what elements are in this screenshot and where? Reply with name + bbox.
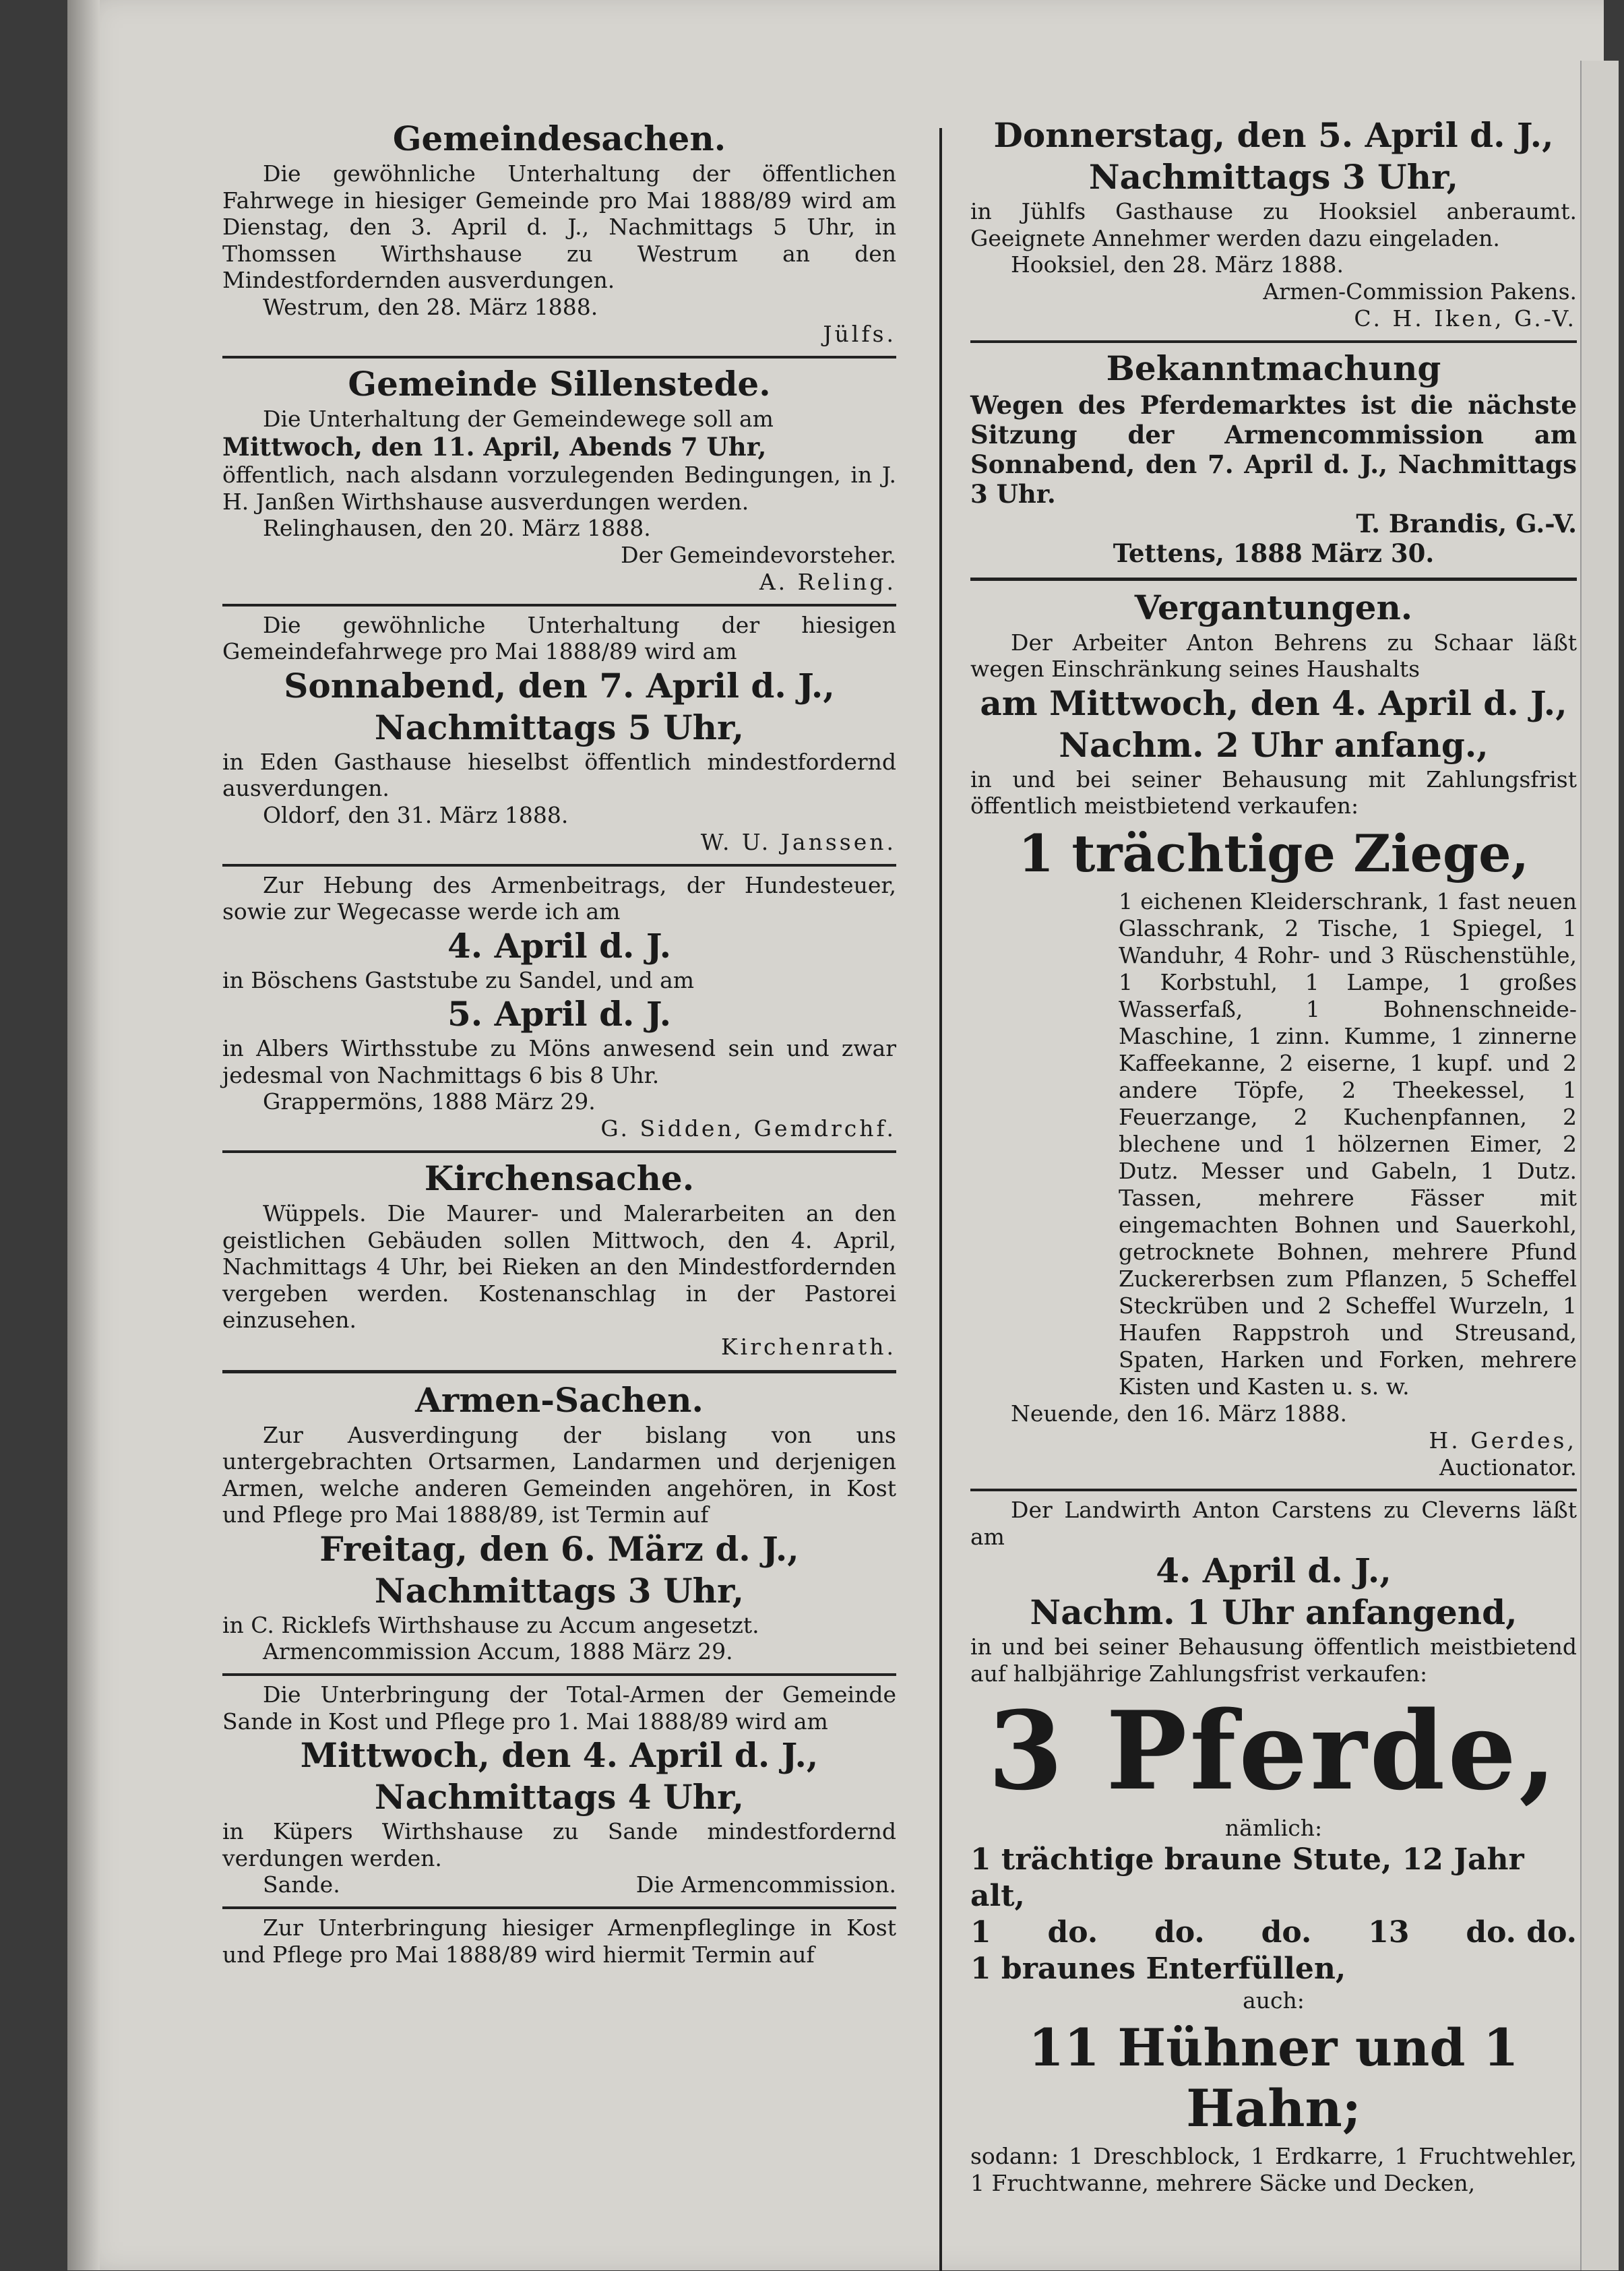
ditto-cell: 13 xyxy=(1368,1915,1410,1950)
next-page-edge xyxy=(1580,61,1619,2270)
left-column xyxy=(222,115,896,1968)
notice-date-big: Donnerstag, den 5. April d. J., xyxy=(993,115,1554,155)
notice-date-big: Freitag, den 6. März d. J., xyxy=(319,1528,799,1569)
animal-line: 1 braunes Enterfüllen, xyxy=(970,1951,1346,1986)
notice-signature: G. Sidden, Gemdrchf. xyxy=(600,1115,896,1142)
ditto-cell: do. xyxy=(1261,1915,1312,1950)
page-gutter xyxy=(67,0,100,2270)
notice-role: Der Gemeindevorsteher. xyxy=(621,542,896,568)
notice-footer-row xyxy=(222,1871,896,1898)
notice-body: Die Unterbringung der Total-Armen der Gemeinde Sande in Kost und Pflege pro 1. Mai 1888/89 wird am xyxy=(222,1681,896,1735)
notice-signature: W. U. Janssen. xyxy=(700,828,896,855)
notice-signature: A. Reling. xyxy=(759,568,896,595)
notice-place-date: Grappermöns, 1888 März 29. xyxy=(263,1088,596,1115)
column-divider xyxy=(939,128,942,2271)
notice-time-big: Nachm. 1 Uhr anfangend, xyxy=(1030,1592,1518,1632)
notice-heading: Gemeinde Sillenstede. xyxy=(348,363,771,404)
notice-time-big: Nachmittags 5 Uhr, xyxy=(374,707,745,747)
notice-heading: Gemeindesachen. xyxy=(392,119,726,158)
notice-heading: Kirchensache. xyxy=(424,1158,695,1198)
notice-sande xyxy=(222,1681,896,1898)
notice-date-bold: Mittwoch, den 11. April, Abends 7 Uhr, xyxy=(222,432,767,462)
notice-date-big: 5. April d. J. xyxy=(447,994,672,1034)
notice-headline-item: 11 Hühner und 1 Hahn; xyxy=(1028,2018,1519,2138)
notice-signature: C. H. Iken, G.-V. xyxy=(1354,305,1577,332)
ditto-cell: do. xyxy=(1154,1915,1205,1950)
notice-time-big: Nachmittags 3 Uhr, xyxy=(374,1570,745,1611)
divider xyxy=(970,1489,1577,1491)
notice-body: in Albers Wirthsstube zu Möns anwesend sein und zwar jedesmal von Nachmittags 6 bis 8 Uhr. xyxy=(222,1035,896,1088)
notice-headline-item: 1 trächtige Ziege, xyxy=(1018,823,1529,883)
notice-date-big: 4. April d. J. xyxy=(447,925,672,966)
notice-date-big: Mittwoch, den 4. April d. J., xyxy=(300,1735,819,1775)
notice-body: Wüppels. Die Maurer- und Malerarbeiten an den geistlichen Gebäuden sollen Mittwoch, den 4. April, Nachmittags 4 Uhr, bei Rieken an den Mindestfordernden vergeben werden. Kostenanschlag in der Pastorei einzusehen. xyxy=(222,1200,896,1333)
notice-date-big: Sonnabend, den 7. April d. J., xyxy=(284,665,835,706)
notice-place-date: Armencommission Accum, 1888 März 29. xyxy=(263,1638,733,1665)
notice-body: Zur Hebung des Armenbeitrags, der Hundesteuer, sowie zur Wegecasse werde ich am xyxy=(222,871,896,925)
notice-vergantungen xyxy=(970,588,1577,1481)
notice-place-date: Westrum, den 28. März 1888. xyxy=(263,293,598,320)
notice-signature: H. Gerdes, xyxy=(1429,1427,1577,1454)
divider xyxy=(222,1150,896,1153)
notice-body: Die gewöhnliche Unterhaltung der öffentlichen Fahrwege in hiesiger Gemeinde pro Mai 1888/89 wird am Dienstag, den 3. April d. J., Nachmittags 5 Uhr, in Thomssen Wirthshause zu Westrum an den Mindestfordernden ausverdungen. xyxy=(222,160,896,293)
notice-body: Die gewöhnliche Unterhaltung der hiesigen Gemeindefahrwege pro Mai 1888/89 wird am xyxy=(222,611,896,664)
notice-place: Sande. xyxy=(263,1871,340,1898)
notice-time-big: Nachmittags 3 Uhr, xyxy=(1088,157,1459,197)
ditto-cell: do. xyxy=(1047,1915,1098,1950)
notice-date-big: am Mittwoch, den 4. April d. J., xyxy=(980,683,1567,723)
notice-time-big: Nachmittags 4 Uhr, xyxy=(374,1777,745,1817)
notice-body: in und bei seiner Behausung öffentlich meistbietend auf halbjährige Zahlungsfrist verkaufen: xyxy=(970,1634,1577,1687)
notice-heading: Armen-Sachen. xyxy=(415,1379,704,1420)
notice-heading: Vergantungen. xyxy=(1134,587,1413,627)
divider xyxy=(222,1673,896,1676)
notice-body: sodann: 1 Dreschblock, 1 Erdkarre, 1 Fruchtwehler, 1 Fruchtwanne, mehrere Säcke und Decken, xyxy=(970,2143,1577,2196)
notice-label: auch: xyxy=(1243,1987,1305,2014)
animal-line-ditto xyxy=(970,1915,1577,1951)
notice-signature: Kirchenrath. xyxy=(721,1333,896,1360)
notice-body: Die Unterhaltung der Gemeindewege soll am xyxy=(263,405,774,432)
notice-armenpfleglinge xyxy=(222,1915,896,1968)
notice-time-big: Nachm. 2 Uhr anfang., xyxy=(1059,724,1489,765)
notice-body: in C. Ricklefs Wirthshause zu Accum angesetzt. xyxy=(222,1611,759,1638)
notice-headline-item: 3 Pferde, xyxy=(988,1687,1559,1814)
notice-hebung xyxy=(222,872,896,1143)
notice-bekanntmachung xyxy=(970,348,1577,568)
notice-place-date: Hooksiel, den 28. März 1888. xyxy=(1011,251,1344,278)
notice-body: Zur Unterbringung hiesiger Armenpfleglinge in Kost und Pflege pro Mai 1888/89 wird hiermit Termin auf xyxy=(222,1915,896,1968)
notice-body: Der Arbeiter Anton Behrens zu Schaar läßt wegen Einschränkung seines Haushalts xyxy=(970,629,1577,682)
divider xyxy=(222,1370,896,1373)
notice-place-date: Tettens, 1888 März 30. xyxy=(1113,538,1435,568)
divider xyxy=(222,864,896,867)
notice-item-list: 1 eichenen Kleiderschrank, 1 fast neuen Glasschrank, 2 Tische, 1 Spiegel, 1 Wanduhr, 4 Rohr- und 3 Rüschenstühle, 1 Korbstuhl, 1 Lampe, 1 großes Wasserfaß, 1 Bohnenschneide-Maschine, 1 zinn. Kumme, 1 zinnerne Kaffeekanne, 2 eiserne, 1 kupf. und 2 andere Töpfe, 2 Theekessel, 1 Feuerzange, 2 Kuchenpfannen, 2 blechene und 1 hölzernen Eimer, 2 Dutz. Messer und Gabeln, 1 Dutz. Tassen, mehrere Fässer mit eingemachten Bohnen und Sauerkohl, getrocknete Bohnen, mehrere Pfund Zuckererbsen zum Pflanzen, 5 Scheffel Steckrüben und 2 Scheffel Wurzeln, 1 Haufen Rappstroh und Streusand, Spaten, Harken und Forken, mehrere Kisten und Kasten u. s. w. xyxy=(1119,888,1577,1400)
notice-armen-sachen xyxy=(222,1380,896,1666)
notice-body: Der Landwirth Anton Carstens zu Cleverns läßt am xyxy=(970,1497,1577,1550)
ditto-cell: do. do. xyxy=(1466,1915,1577,1950)
notice-oldorf xyxy=(222,612,896,856)
notice-body-bold: Wegen des Pferdemarktes ist die nächste Sitzung der Armencommission am Sonnabend, den 7. April d. J., Nachmittags 3 Uhr. xyxy=(970,390,1577,509)
divider xyxy=(970,340,1577,343)
right-column xyxy=(970,115,1577,2196)
notice-signature: T. Brandis, G.-V. xyxy=(1356,508,1577,538)
notice-place-date: Oldorf, den 31. März 1888. xyxy=(263,801,569,828)
divider xyxy=(970,578,1577,581)
notice-body: in und bei seiner Behausung mit Zahlungsfrist öffentlich meistbietend verkaufen: xyxy=(970,766,1577,819)
animal-line: 1 trächtige braune Stute, 12 Jahr alt, xyxy=(970,1842,1524,1913)
ditto-cell: 1 xyxy=(970,1915,991,1950)
notice-kirchensache xyxy=(222,1158,896,1361)
notice-body: in Küpers Wirthshause zu Sande mindestfordernd verdungen werden. xyxy=(222,1818,896,1871)
notice-place-date: Relinghausen, den 20. März 1888. xyxy=(263,515,651,541)
notice-gemeindesachen xyxy=(222,119,896,348)
notice-place-date: Neuende, den 16. März 1888. xyxy=(1011,1400,1348,1427)
notice-role: Armen-Commission Pakens. xyxy=(1263,278,1577,305)
notice-role: Auctionator. xyxy=(1439,1454,1577,1481)
divider xyxy=(222,1906,896,1909)
notice-body: in Böschens Gaststube zu Sandel, und am xyxy=(222,966,695,993)
notice-body: in Eden Gasthause hieselbst öffentlich mindestfordernd ausverdungen. xyxy=(222,748,896,801)
notice-hooksiel xyxy=(970,115,1577,332)
notice-heading: Bekanntmachung xyxy=(1106,348,1441,388)
notice-body: in Jühlfs Gasthause zu Hooksiel anberaumt. Geeignete Annehmer werden dazu eingeladen. xyxy=(970,198,1577,251)
notice-carstens xyxy=(970,1497,1577,2196)
notice-body: öffentlich, nach alsdann vorzulegenden Bedingungen, in J. H. Janßen Wirthshause ausverdungen werden. xyxy=(222,462,896,515)
notice-body: Zur Ausverdingung der bislang von uns untergebrachten Ortsarmen, Landarmen und derjenigen Armen, welche anderen Gemeinden angehören, in Kost und Pflege pro Mai 1888/89, ist Termin auf xyxy=(222,1421,896,1528)
divider xyxy=(222,356,896,359)
notice-label: nämlich: xyxy=(1224,1815,1323,1841)
notice-signature: Jülfs. xyxy=(823,320,896,347)
notice-sillenstede xyxy=(222,364,896,596)
notice-signature: Die Armencommission. xyxy=(635,1871,896,1898)
divider xyxy=(222,604,896,606)
notice-date-big: 4. April d. J., xyxy=(1156,1551,1392,1590)
